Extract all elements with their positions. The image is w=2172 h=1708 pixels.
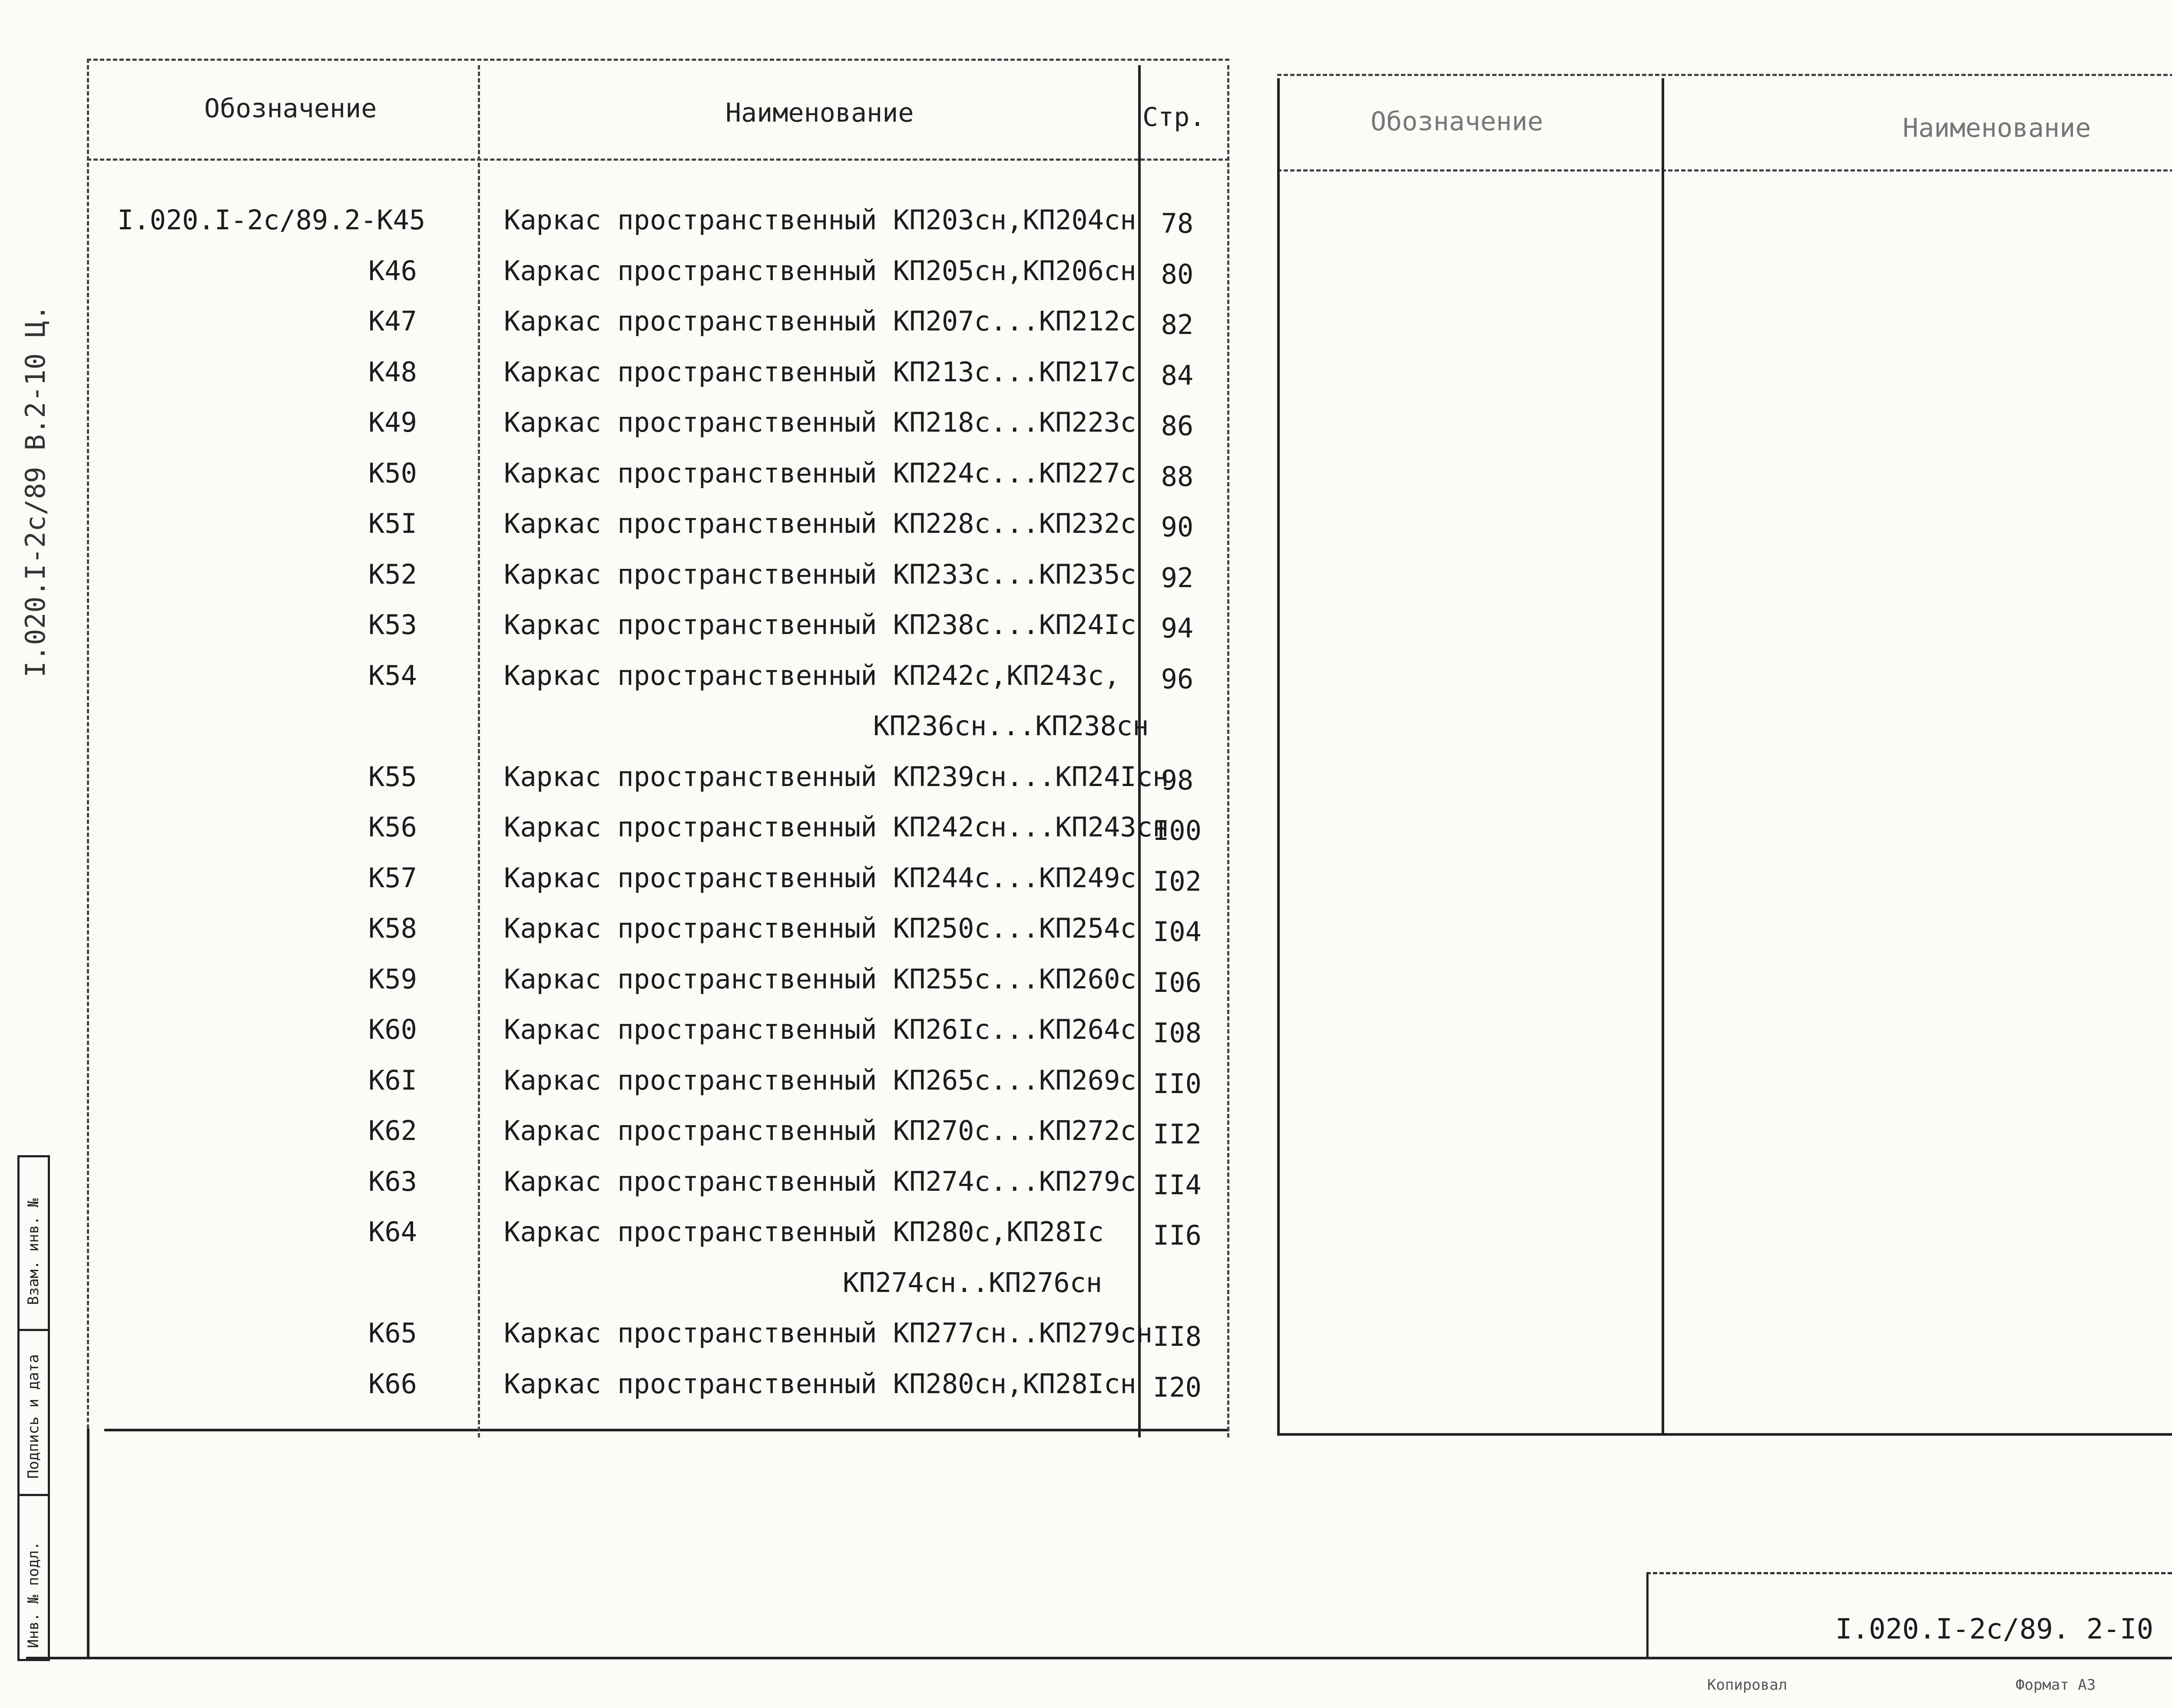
approval-stamp bbox=[17, 1155, 50, 1661]
row-page: I02 bbox=[1153, 866, 1202, 897]
row-name-continuation: КП274сн..КП276сн bbox=[843, 1267, 1103, 1298]
left-border bbox=[1277, 78, 1280, 1435]
row-page: I08 bbox=[1153, 1017, 1202, 1049]
row-code: K49 bbox=[368, 406, 417, 438]
row-name: Каркас пространственный КП233с...КП235с bbox=[504, 558, 1136, 590]
right-border bbox=[1227, 65, 1229, 1437]
row-page: 84 bbox=[1161, 360, 1194, 391]
row-code: K50 bbox=[368, 457, 417, 489]
row-name: Каркас пространственный КП280с,КП28Iс bbox=[504, 1216, 1104, 1248]
row-code: K55 bbox=[368, 761, 417, 793]
row-page: II4 bbox=[1153, 1169, 1202, 1201]
row-page: 94 bbox=[1161, 612, 1194, 644]
row-name: Каркас пространственный КП213с...КП217с bbox=[504, 356, 1136, 388]
row-name: Каркас пространственный КП277сн..КП279сн bbox=[504, 1317, 1153, 1349]
row-page: I06 bbox=[1153, 967, 1202, 998]
row-page: I00 bbox=[1153, 815, 1202, 846]
row-code: K57 bbox=[368, 862, 417, 894]
row-page: 92 bbox=[1161, 562, 1194, 594]
row-page: I20 bbox=[1153, 1371, 1202, 1403]
row-name: Каркас пространственный КП205сн,КП206сн bbox=[504, 255, 1136, 287]
row-code: I.020.I-2c/89.2-K45 bbox=[117, 204, 426, 236]
stamp-label-signature: Подпись и дата bbox=[25, 1354, 42, 1479]
row-code: K63 bbox=[368, 1166, 417, 1197]
row-name: Каркас пространственный КП228с...КП232с bbox=[504, 508, 1136, 539]
row-page: II6 bbox=[1153, 1219, 1202, 1251]
top-border bbox=[87, 59, 1229, 61]
row-code: K47 bbox=[368, 305, 417, 337]
row-page: II2 bbox=[1153, 1118, 1202, 1150]
row-code: K54 bbox=[368, 660, 417, 691]
row-page: 98 bbox=[1161, 764, 1194, 796]
row-code: K52 bbox=[368, 558, 417, 590]
left-border bbox=[87, 59, 89, 1429]
row-name-continuation: КП236сн...КП238сн bbox=[873, 710, 1149, 742]
row-page: 88 bbox=[1161, 461, 1194, 492]
row-name: Каркас пространственный КП207с...КП212с bbox=[504, 305, 1136, 337]
stamp-divider-2 bbox=[20, 1494, 48, 1496]
row-code: K59 bbox=[368, 963, 417, 995]
row-page: 80 bbox=[1161, 258, 1194, 290]
row-page: 90 bbox=[1161, 511, 1194, 543]
header-designation: Обозначение bbox=[1371, 106, 1543, 137]
row-code: K46 bbox=[368, 255, 417, 287]
col-divider-1 bbox=[1662, 78, 1664, 1435]
row-name: Каркас пространственный КП270с...КП272с bbox=[504, 1115, 1136, 1146]
row-code: K53 bbox=[368, 609, 417, 641]
stamp-label-replaced: Взам. инв. № bbox=[25, 1198, 42, 1305]
row-name: Каркас пространственный КП224с...КП227с bbox=[504, 457, 1136, 489]
title-block bbox=[1646, 1572, 2172, 1659]
row-name: Каркас пространственный КП218с...КП223с bbox=[504, 406, 1136, 438]
row-page: II0 bbox=[1153, 1068, 1202, 1100]
header-designation: Обозначение bbox=[204, 93, 377, 124]
row-page: II8 bbox=[1153, 1321, 1202, 1352]
col-divider-1 bbox=[478, 65, 480, 1437]
row-name: Каркас пространственный КП274с...КП279с bbox=[504, 1166, 1136, 1197]
row-code: K62 bbox=[368, 1115, 417, 1146]
row-code: K64 bbox=[368, 1216, 417, 1248]
top-border bbox=[1277, 74, 2172, 76]
row-name: Каркас пространственный КП280сн,КП28Iсн bbox=[504, 1368, 1136, 1400]
frame-left-lower bbox=[87, 1429, 89, 1659]
row-name: Каркас пространственный КП255с...КП260с bbox=[504, 963, 1136, 995]
footer-format: Формат А3 bbox=[2016, 1676, 2096, 1694]
footer-copied: Копировал bbox=[1707, 1676, 1788, 1694]
row-page: 86 bbox=[1161, 410, 1194, 442]
row-page: 96 bbox=[1161, 663, 1194, 695]
row-code: K58 bbox=[368, 912, 417, 944]
header-name: Наименование bbox=[725, 98, 914, 128]
col-divider-2 bbox=[1138, 65, 1141, 1437]
vertical-document-code: I.020.I-2c/89 В.2-10 Ц. bbox=[20, 304, 51, 677]
row-page: I04 bbox=[1153, 916, 1202, 948]
stamp-divider-1 bbox=[20, 1329, 48, 1331]
row-name: Каркас пространственный КП250с...КП254с bbox=[504, 912, 1136, 944]
row-name: Каркас пространственный КП242с,КП243с, bbox=[504, 660, 1120, 691]
row-code: K5I bbox=[368, 508, 417, 539]
header-name: Наименование bbox=[1903, 113, 2091, 143]
row-code: K60 bbox=[368, 1014, 417, 1045]
header-divider bbox=[1277, 169, 2172, 172]
bottom-border bbox=[104, 1429, 1229, 1431]
row-code: K48 bbox=[368, 356, 417, 388]
row-name: Каркас пространственный КП238с...КП24Iс bbox=[504, 609, 1136, 641]
row-code: K66 bbox=[368, 1368, 417, 1400]
header-page: Стр. bbox=[1142, 102, 1205, 132]
row-page: 82 bbox=[1161, 309, 1194, 340]
stamp-label-inventory: Инв. № подл. bbox=[25, 1541, 42, 1648]
row-name: Каркас пространственный КП244с...КП249с bbox=[504, 862, 1136, 894]
row-name: Каркас пространственный КП203сн,КП204сн bbox=[504, 204, 1136, 236]
document-code: I.020.I-2c/89. 2-I0 bbox=[1835, 1613, 2154, 1645]
row-name: Каркас пространственный КП265с...КП269с bbox=[504, 1064, 1136, 1096]
row-code: K6I bbox=[368, 1064, 417, 1096]
row-name: Каркас пространственный КП239сн...КП24Iсн bbox=[504, 761, 1169, 793]
bottom-border bbox=[1277, 1433, 2172, 1436]
row-code: K65 bbox=[368, 1317, 417, 1349]
row-name: Каркас пространственный КП242сн...КП243сн bbox=[504, 811, 1169, 843]
header-divider bbox=[87, 159, 1229, 161]
row-code: K56 bbox=[368, 811, 417, 843]
row-name: Каркас пространственный КП26Iс...КП264с bbox=[504, 1014, 1136, 1045]
row-page: 78 bbox=[1161, 208, 1194, 239]
